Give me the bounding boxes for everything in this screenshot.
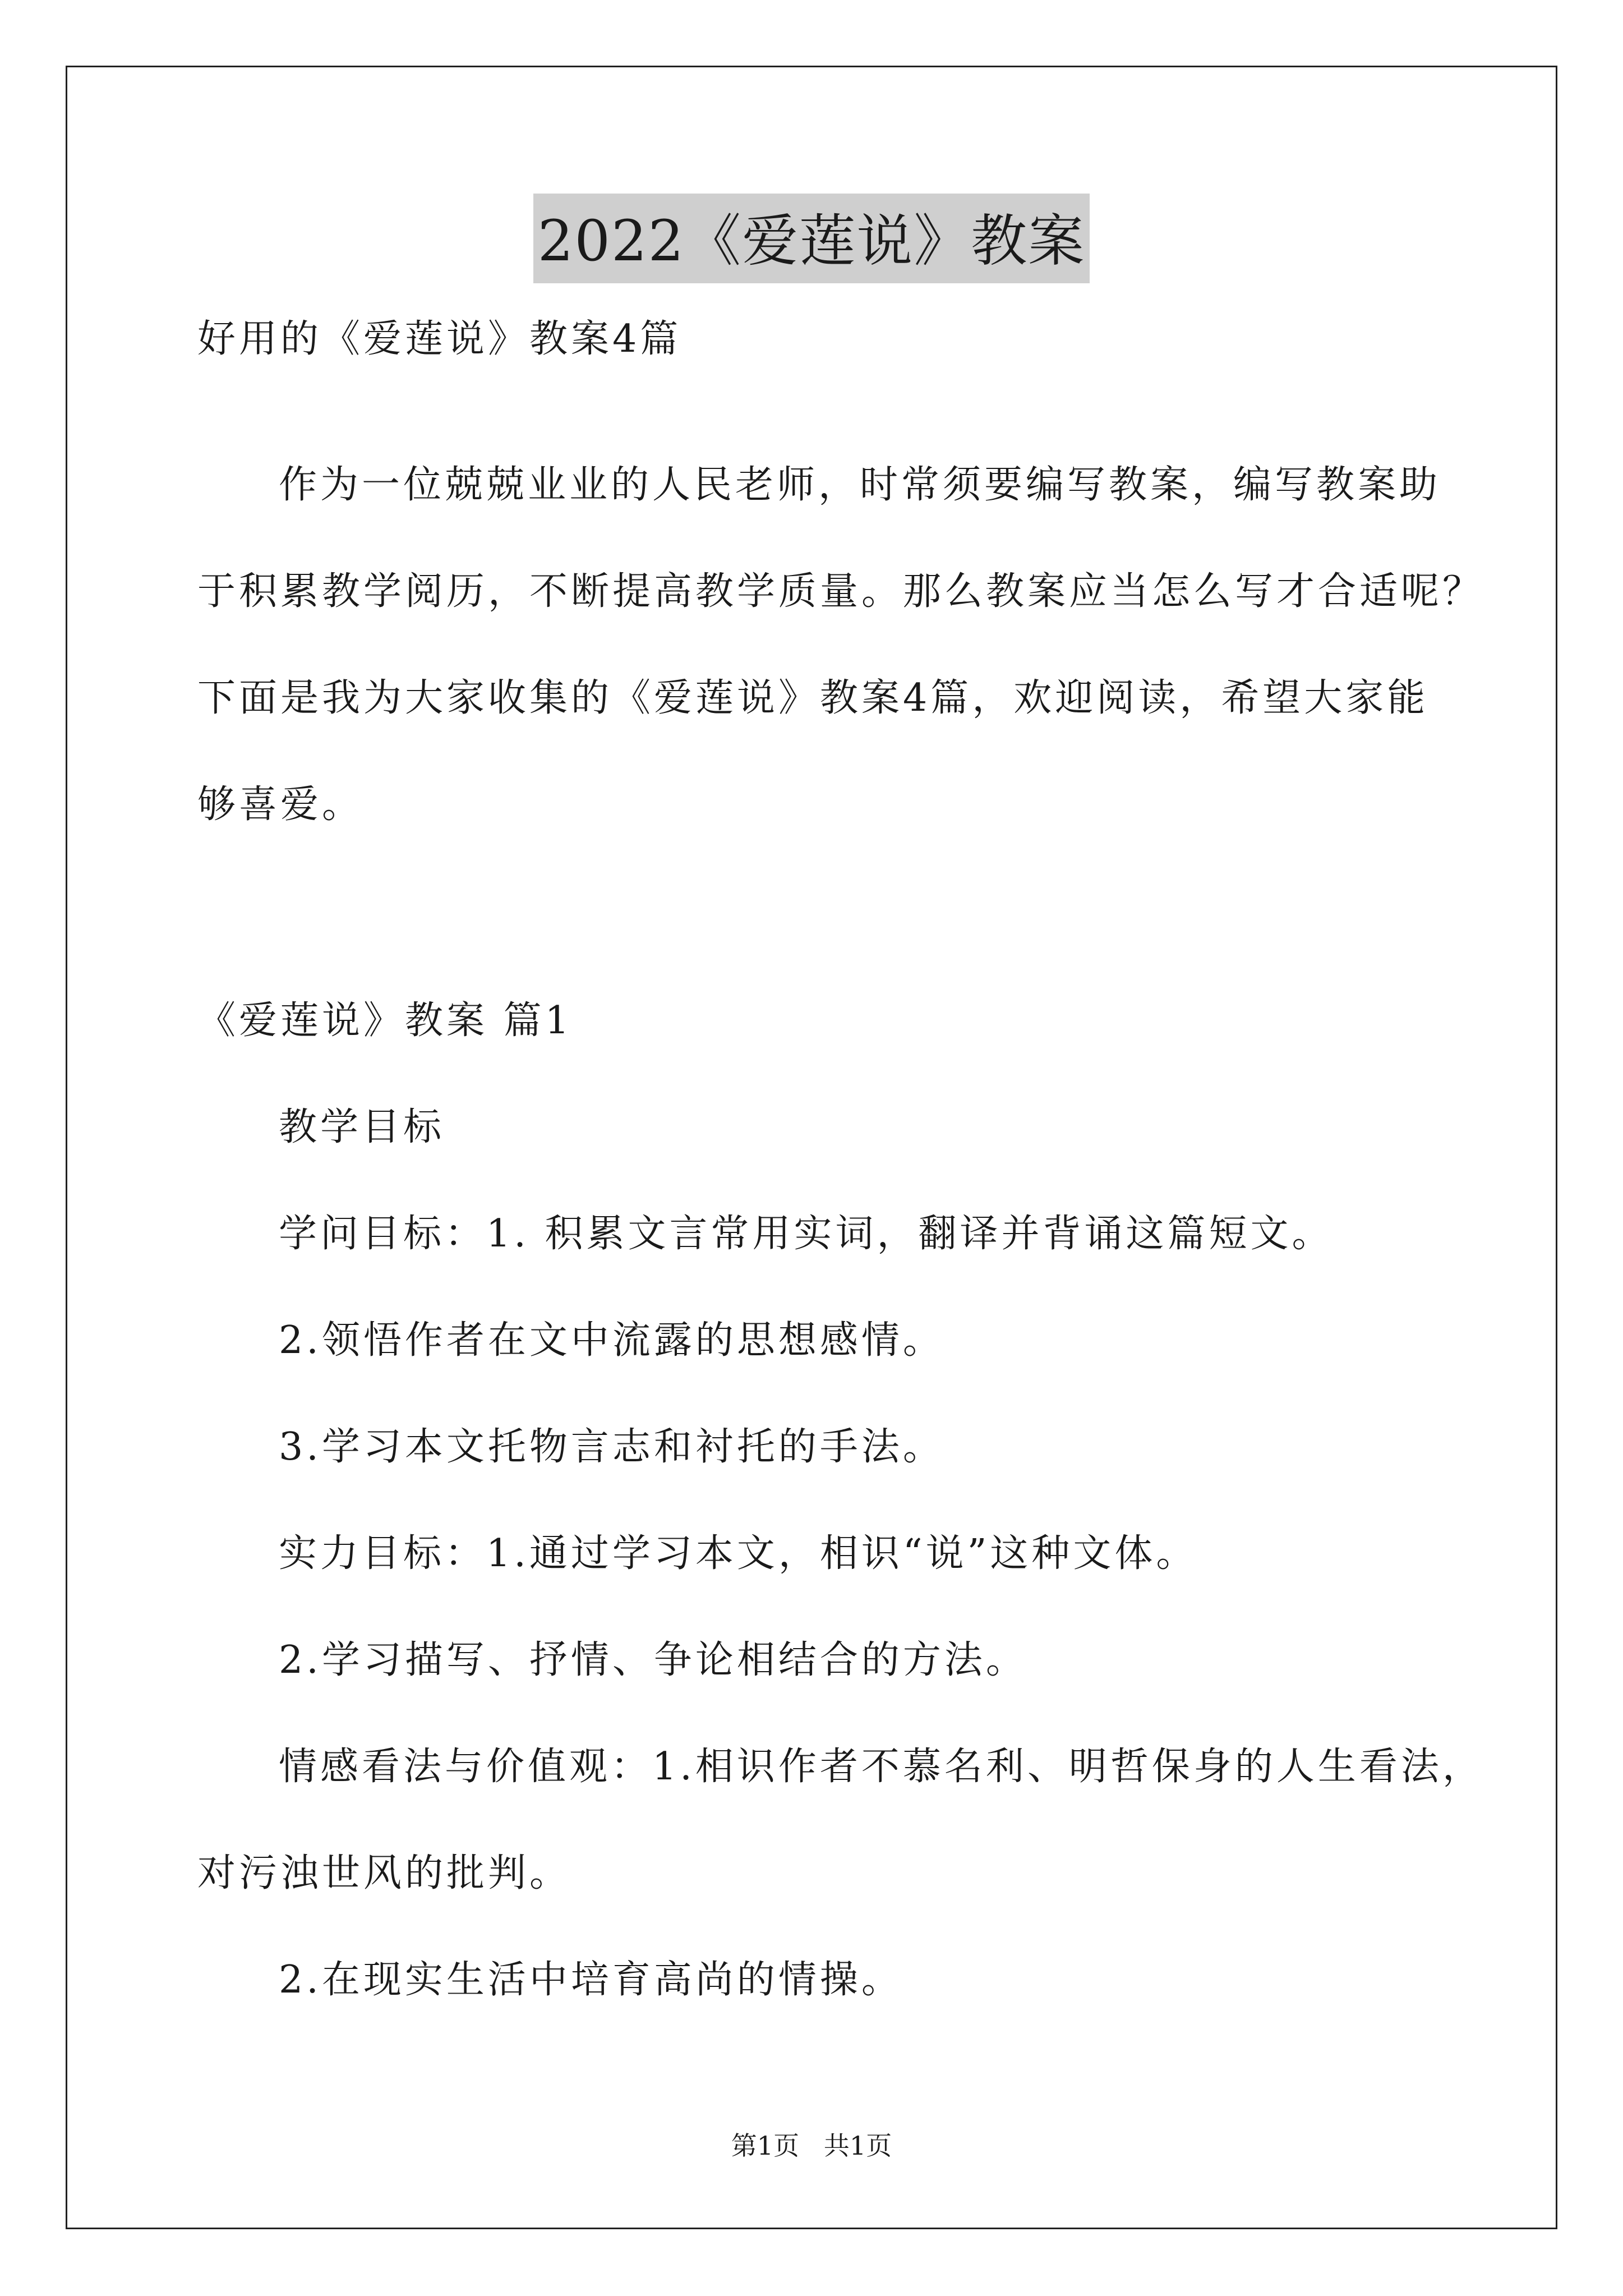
title-container xyxy=(0,194,1623,283)
goal-line-6: 情感看法与价值观：1.相识作者不慕名利、明哲保身的人生看法， xyxy=(279,1745,1484,1789)
goal-line-8: 2.在现实生活中培育高尚的情操。 xyxy=(279,1958,903,2002)
document-title: 2022《爱莲说》教案 xyxy=(533,194,1090,283)
goal-line-1: 学问目标：1. 积累文言常用实词，翻译并背诵这篇短文。 xyxy=(279,1212,1334,1256)
goal-line-3: 3.学习本文托物言志和衬托的手法。 xyxy=(279,1425,944,1469)
section-heading: 《爱莲说》教案 篇1 xyxy=(197,999,573,1043)
goal-line-7: 对污浊世风的批判。 xyxy=(197,1851,571,1895)
intro-line-3: 下面是我为大家收集的《爱莲说》教案4篇，欢迎阅读，希望大家能 xyxy=(197,676,1429,720)
goal-line-5: 2.学习描写、抒情、争论相结合的方法。 xyxy=(279,1638,1027,1682)
intro-line-1: 作为一位兢兢业业的人民老师，时常须要编写教案，编写教案助 xyxy=(279,463,1441,507)
goal-line-2: 2.领悟作者在文中流露的思想感情。 xyxy=(279,1318,944,1363)
intro-line-2: 于积累教学阅历，不断提高教学质量。那么教案应当怎么写才合适呢？ xyxy=(197,569,1484,614)
intro-line-4: 够喜爱。 xyxy=(197,783,364,827)
document-subtitle: 好用的《爱莲说》教案4篇 xyxy=(197,317,682,361)
page-footer: 第1页 共1页 xyxy=(731,2131,892,2161)
teaching-goals-heading: 教学目标 xyxy=(279,1105,445,1149)
goal-line-4: 实力目标：1.通过学习本文，相识“说”这种文体。 xyxy=(279,1531,1198,1576)
